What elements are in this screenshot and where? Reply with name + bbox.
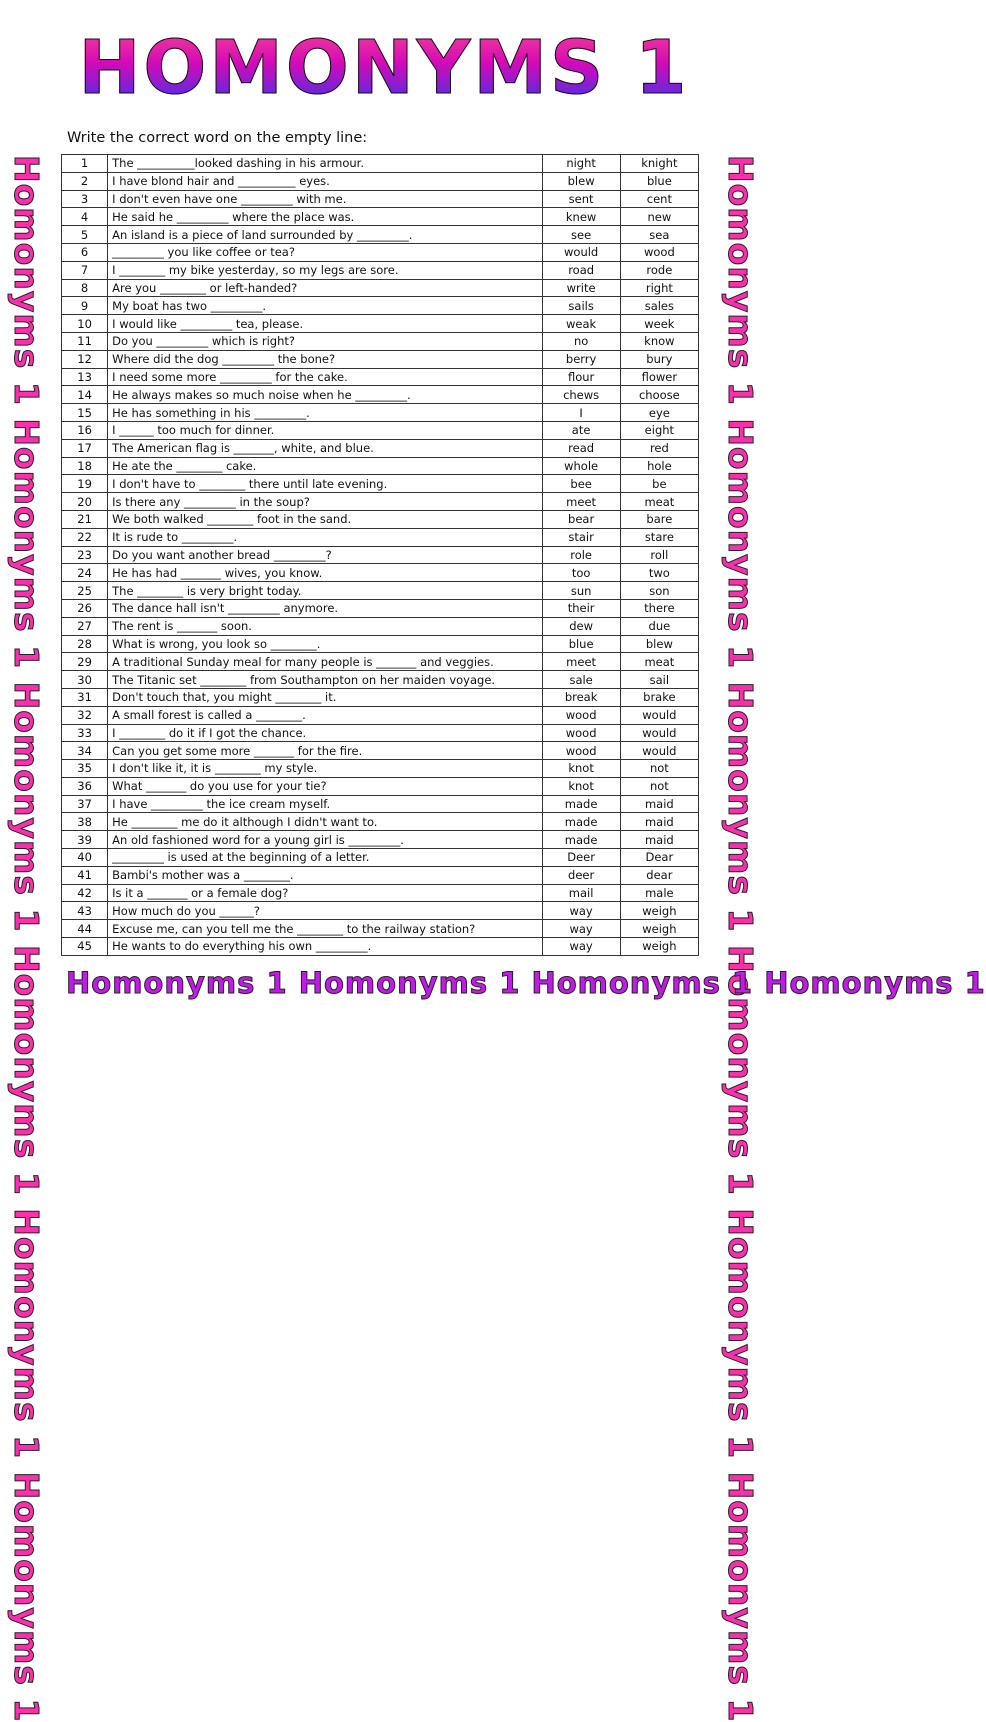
table-row [62, 849, 699, 867]
option-b-cell: rode [620, 261, 698, 279]
option-b-cell: meat [620, 653, 698, 671]
option-b-cell: weigh [620, 938, 698, 956]
option-a-cell: berry [542, 350, 620, 368]
option-a-cell: role [542, 546, 620, 564]
option-b-cell: sales [620, 297, 698, 315]
row-number: 43 [62, 902, 108, 920]
option-a-cell: write [542, 279, 620, 297]
option-a-cell: knot [542, 777, 620, 795]
page-title: HOMONYMS 1 [0, 18, 768, 118]
option-b-cell: not [620, 777, 698, 795]
option-a-cell: read [542, 439, 620, 457]
sentence-cell: I ________ do it if I got the chance. [108, 724, 542, 742]
right-side-banner: Homonyms 1 Homonyms 1 Homonyms 1 Homonyms 1 Homonyms 1 Homonyms 1 [721, 155, 760, 1722]
option-a-cell: made [542, 831, 620, 849]
sentence-cell: The dance hall isn't _________ anymore. [108, 599, 542, 617]
sentence-cell: How much do you ______? [108, 902, 542, 920]
table-row [62, 742, 699, 760]
exercise-table [61, 154, 699, 956]
option-b-cell: blew [620, 635, 698, 653]
row-number: 3 [62, 190, 108, 208]
row-number: 5 [62, 226, 108, 244]
option-b-cell: would [620, 724, 698, 742]
sentence-cell: Do you want another bread _________? [108, 546, 542, 564]
option-a-cell: their [542, 599, 620, 617]
option-b-cell: roll [620, 546, 698, 564]
row-number: 32 [62, 706, 108, 724]
table-row [62, 510, 699, 528]
option-a-cell: night [542, 155, 620, 173]
option-b-cell: be [620, 475, 698, 493]
sentence-cell: Bambi's mother was a ________. [108, 866, 542, 884]
option-a-cell: would [542, 243, 620, 261]
row-number: 18 [62, 457, 108, 475]
option-b-cell: stare [620, 528, 698, 546]
sentence-cell: A traditional Sunday meal for many people is _______ and veggies. [108, 653, 542, 671]
table-row [62, 688, 699, 706]
sentence-cell: Don't touch that, you might ________ it. [108, 688, 542, 706]
row-number: 11 [62, 332, 108, 350]
sentence-cell: He wants to do everything his own _________. [108, 938, 542, 956]
sentence-cell: I need some more _________ for the cake. [108, 368, 542, 386]
row-number: 17 [62, 439, 108, 457]
option-a-cell: wood [542, 724, 620, 742]
sentence-cell: Is there any _________ in the soup? [108, 493, 542, 511]
table-row [62, 866, 699, 884]
option-b-cell: new [620, 208, 698, 226]
option-b-cell: sail [620, 671, 698, 689]
table-row [62, 706, 699, 724]
row-number: 29 [62, 653, 108, 671]
option-a-cell: wood [542, 706, 620, 724]
table-row [62, 902, 699, 920]
row-number: 1 [62, 155, 108, 173]
row-number: 6 [62, 243, 108, 261]
row-number: 31 [62, 688, 108, 706]
row-number: 25 [62, 582, 108, 600]
sentence-cell: What _______ do you use for your tie? [108, 777, 542, 795]
table-row [62, 599, 699, 617]
option-b-cell: week [620, 315, 698, 333]
option-b-cell: wood [620, 243, 698, 261]
sentence-cell: The Titanic set ________ from Southampton on her maiden voyage. [108, 671, 542, 689]
table-row [62, 243, 699, 261]
sentence-cell: Are you ________ or left-handed? [108, 279, 542, 297]
table-row [62, 457, 699, 475]
row-number: 44 [62, 920, 108, 938]
row-number: 7 [62, 261, 108, 279]
option-a-cell: chews [542, 386, 620, 404]
option-b-cell: right [620, 279, 698, 297]
table-row [62, 332, 699, 350]
option-b-cell: eight [620, 421, 698, 439]
table-row [62, 190, 699, 208]
option-a-cell: wood [542, 742, 620, 760]
row-number: 45 [62, 938, 108, 956]
option-b-cell: eye [620, 404, 698, 422]
option-a-cell: way [542, 938, 620, 956]
sentence-cell: The __________looked dashing in his armour. [108, 155, 542, 173]
table-row [62, 795, 699, 813]
table-row [62, 493, 699, 511]
bottom-banner: Homonyms 1 Homonyms 1 Homonyms 1 Homonyms 1 [66, 966, 986, 1000]
table-row [62, 279, 699, 297]
sentence-cell: Can you get some more _______ for the fire. [108, 742, 542, 760]
sentence-cell: _________ you like coffee or tea? [108, 243, 542, 261]
option-a-cell: mail [542, 884, 620, 902]
row-number: 30 [62, 671, 108, 689]
row-number: 22 [62, 528, 108, 546]
instruction-text: Write the correct word on the empty line: [67, 130, 368, 146]
table-row [62, 724, 699, 742]
row-number: 12 [62, 350, 108, 368]
table-row [62, 938, 699, 956]
option-a-cell: flour [542, 368, 620, 386]
row-number: 27 [62, 617, 108, 635]
row-number: 2 [62, 172, 108, 190]
option-b-cell: red [620, 439, 698, 457]
sentence-cell: He ate the ________ cake. [108, 457, 542, 475]
option-b-cell: there [620, 599, 698, 617]
sentence-cell: A small forest is called a ________. [108, 706, 542, 724]
option-b-cell: cent [620, 190, 698, 208]
sentence-cell: Do you _________ which is right? [108, 332, 542, 350]
option-b-cell: sea [620, 226, 698, 244]
option-a-cell: made [542, 795, 620, 813]
row-number: 21 [62, 510, 108, 528]
option-b-cell: not [620, 760, 698, 778]
option-a-cell: too [542, 564, 620, 582]
row-number: 4 [62, 208, 108, 226]
sentence-cell: My boat has two _________. [108, 297, 542, 315]
option-a-cell: made [542, 813, 620, 831]
table-row [62, 671, 699, 689]
option-b-cell: hole [620, 457, 698, 475]
row-number: 16 [62, 421, 108, 439]
table-row [62, 439, 699, 457]
table-row [62, 386, 699, 404]
option-b-cell: dear [620, 866, 698, 884]
row-number: 13 [62, 368, 108, 386]
table-row [62, 617, 699, 635]
sentence-cell: I would like _________ tea, please. [108, 315, 542, 333]
sentence-cell: Is it a _______ or a female dog? [108, 884, 542, 902]
option-a-cell: way [542, 902, 620, 920]
sentence-cell: The American flag is _______, white, and blue. [108, 439, 542, 457]
option-a-cell: sails [542, 297, 620, 315]
row-number: 9 [62, 297, 108, 315]
row-number: 33 [62, 724, 108, 742]
option-b-cell: due [620, 617, 698, 635]
option-a-cell: way [542, 920, 620, 938]
option-b-cell: would [620, 742, 698, 760]
option-b-cell: weigh [620, 920, 698, 938]
sentence-cell: I don't like it, it is ________ my style. [108, 760, 542, 778]
row-number: 10 [62, 315, 108, 333]
table-row [62, 226, 699, 244]
table-row [62, 261, 699, 279]
option-a-cell: bee [542, 475, 620, 493]
option-a-cell: see [542, 226, 620, 244]
sentence-cell: He has had _______ wives, you know. [108, 564, 542, 582]
option-b-cell: two [620, 564, 698, 582]
option-b-cell: choose [620, 386, 698, 404]
table-row [62, 208, 699, 226]
table-row [62, 831, 699, 849]
row-number: 8 [62, 279, 108, 297]
row-number: 14 [62, 386, 108, 404]
sentence-cell: We both walked ________ foot in the sand. [108, 510, 542, 528]
option-a-cell: knew [542, 208, 620, 226]
row-number: 38 [62, 813, 108, 831]
option-a-cell: sent [542, 190, 620, 208]
option-b-cell: maid [620, 831, 698, 849]
table-row [62, 297, 699, 315]
option-a-cell: sun [542, 582, 620, 600]
sentence-cell: He has something in his _________. [108, 404, 542, 422]
sentence-cell: It is rude to _________. [108, 528, 542, 546]
table-row [62, 546, 699, 564]
option-a-cell: stair [542, 528, 620, 546]
table-row [62, 564, 699, 582]
table-row [62, 813, 699, 831]
option-b-cell: knight [620, 155, 698, 173]
option-b-cell: would [620, 706, 698, 724]
option-b-cell: bare [620, 510, 698, 528]
sentence-cell: An island is a piece of land surrounded by _________. [108, 226, 542, 244]
sentence-cell: I have _________ the ice cream myself. [108, 795, 542, 813]
option-a-cell: I [542, 404, 620, 422]
table-row [62, 528, 699, 546]
table-row [62, 368, 699, 386]
sentence-cell: He always makes so much noise when he _________. [108, 386, 542, 404]
option-a-cell: meet [542, 653, 620, 671]
option-a-cell: whole [542, 457, 620, 475]
sentence-cell: He ________ me do it although I didn't want to. [108, 813, 542, 831]
table-row [62, 172, 699, 190]
table-row [62, 635, 699, 653]
option-a-cell: deer [542, 866, 620, 884]
row-number: 23 [62, 546, 108, 564]
option-a-cell: no [542, 332, 620, 350]
row-number: 41 [62, 866, 108, 884]
row-number: 35 [62, 760, 108, 778]
option-b-cell: male [620, 884, 698, 902]
sentence-cell: I ______ too much for dinner. [108, 421, 542, 439]
row-number: 40 [62, 849, 108, 867]
sentence-cell: What is wrong, you look so ________. [108, 635, 542, 653]
option-a-cell: blue [542, 635, 620, 653]
row-number: 42 [62, 884, 108, 902]
option-b-cell: flower [620, 368, 698, 386]
sentence-cell: An old fashioned word for a young girl is _________. [108, 831, 542, 849]
row-number: 20 [62, 493, 108, 511]
row-number: 26 [62, 599, 108, 617]
option-b-cell: blue [620, 172, 698, 190]
option-b-cell: brake [620, 688, 698, 706]
row-number: 15 [62, 404, 108, 422]
sentence-cell: Where did the dog _________ the bone? [108, 350, 542, 368]
table-row [62, 404, 699, 422]
sentence-cell: Excuse me, can you tell me the ________ to the railway station? [108, 920, 542, 938]
sentence-cell: _________ is used at the beginning of a letter. [108, 849, 542, 867]
sentence-cell: I ________ my bike yesterday, so my legs are sore. [108, 261, 542, 279]
table-row [62, 582, 699, 600]
row-number: 19 [62, 475, 108, 493]
table-row [62, 315, 699, 333]
option-b-cell: Dear [620, 849, 698, 867]
table-row [62, 421, 699, 439]
sentence-cell: The rent is _______ soon. [108, 617, 542, 635]
option-b-cell: weigh [620, 902, 698, 920]
sentence-cell: I don't even have one _________ with me. [108, 190, 542, 208]
option-a-cell: blew [542, 172, 620, 190]
table-row [62, 653, 699, 671]
option-a-cell: break [542, 688, 620, 706]
sentence-cell: He said he _________ where the place was. [108, 208, 542, 226]
option-a-cell: sale [542, 671, 620, 689]
option-a-cell: road [542, 261, 620, 279]
table-row [62, 475, 699, 493]
row-number: 28 [62, 635, 108, 653]
option-b-cell: maid [620, 813, 698, 831]
option-b-cell: know [620, 332, 698, 350]
sentence-cell: I don't have to ________ there until late evening. [108, 475, 542, 493]
table-row [62, 920, 699, 938]
option-a-cell: dew [542, 617, 620, 635]
option-b-cell: meat [620, 493, 698, 511]
sentence-cell: The ________ is very bright today. [108, 582, 542, 600]
table-row [62, 777, 699, 795]
left-side-banner: Homonyms 1 Homonyms 1 Homonyms 1 Homonyms 1 Homonyms 1 Homonyms 1 [7, 155, 46, 1722]
sentence-cell: I have blond hair and __________ eyes. [108, 172, 542, 190]
option-a-cell: knot [542, 760, 620, 778]
option-a-cell: bear [542, 510, 620, 528]
row-number: 36 [62, 777, 108, 795]
option-a-cell: meet [542, 493, 620, 511]
row-number: 37 [62, 795, 108, 813]
table-row [62, 155, 699, 173]
row-number: 39 [62, 831, 108, 849]
option-b-cell: maid [620, 795, 698, 813]
table-row [62, 760, 699, 778]
option-a-cell: Deer [542, 849, 620, 867]
option-a-cell: ate [542, 421, 620, 439]
table-row [62, 884, 699, 902]
table-row [62, 350, 699, 368]
option-a-cell: weak [542, 315, 620, 333]
option-b-cell: son [620, 582, 698, 600]
row-number: 24 [62, 564, 108, 582]
option-b-cell: bury [620, 350, 698, 368]
row-number: 34 [62, 742, 108, 760]
